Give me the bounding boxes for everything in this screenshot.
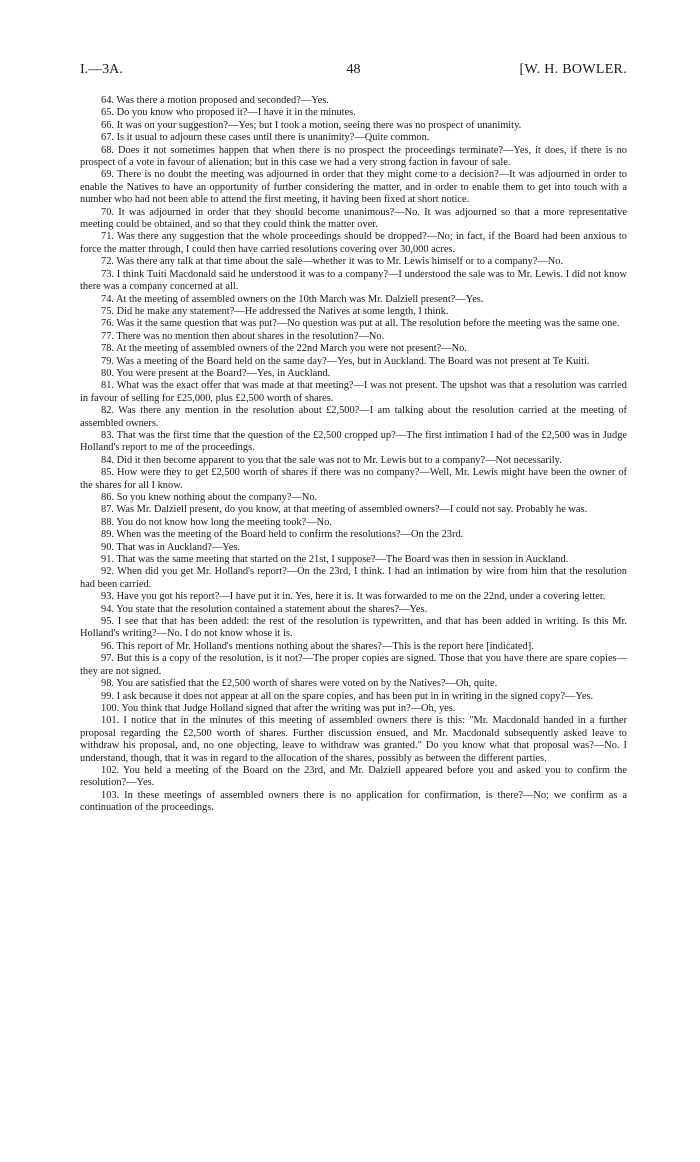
document-reference: I.—3A. bbox=[80, 62, 123, 77]
testimony-paragraph: 73. I think Tuiti Macdonald said he understood it was to a company?—I understood the sale was to Mr. Lewis. I did not know there was a company concerned at all. bbox=[80, 268, 627, 293]
testimony-paragraph: 79. Was a meeting of the Board held on the same day?—Yes, but in Auckland. The Board was not present at Te Kuiti. bbox=[101, 355, 590, 367]
testimony-paragraph: 87. Was Mr. Dalziell present, do you know, at that meeting of assembled owners?—I could not say. Probably he was. bbox=[101, 504, 588, 516]
testimony-paragraph: 102. You held a meeting of the Board on the 23rd, and Mr. Dalziell appeared before you and asked you to confirm the resolution?—Yes. bbox=[80, 764, 627, 789]
testimony-paragraph: 68. Does it not sometimes happen that when there is no prospect the proceedings terminate?—Yes, it does, if there is no prospect of a vote in favour of alienation; but in this case we had a very strong faction in favour of sale. bbox=[80, 144, 627, 169]
testimony-paragraph: 100. You think that Judge Holland signed that after the writing was put in?—Oh, yes. bbox=[101, 702, 456, 714]
testimony-paragraph: 66. It was on your suggestion?—Yes; but I took a motion, seeing there was no prospect of unanimity. bbox=[101, 119, 522, 131]
testimony-paragraph: 86. So you knew nothing about the company?—No. bbox=[101, 492, 318, 503]
testimony-paragraph: 64. Was there a motion proposed and seconded?—Yes. bbox=[101, 95, 329, 106]
testimony-paragraph: 95. I see that that has been added: the rest of the resolution is typewritten, and that has been added in writing. Is this Mr. Holland's writing?—No. I do not know whose it is. bbox=[80, 616, 627, 640]
testimony-body bbox=[80, 95, 627, 815]
testimony-paragraph: 76. Was it the same question that was put?—No question was put at all. The resolution before the meeting was the same one. bbox=[101, 318, 620, 330]
testimony-paragraph: 70. It was adjourned in order that they should become unanimous?—No. It was adjourned so that a more representative meeting could be obtained, and so that they could think the matter over. bbox=[80, 206, 627, 231]
testimony-paragraph: 80. You were present at the Board?—Yes, in Auckland. bbox=[101, 367, 331, 379]
testimony-paragraph: 72. Was there any talk at that time about the sale—whether it was to Mr. Lewis himself or to a company?—No. bbox=[101, 256, 564, 268]
testimony-paragraph: 83. That was the first time that the question of the £2,500 cropped up?—The first intimation I had of the £2,500 was in Judge Holland's report to me of the proceedings. bbox=[80, 429, 627, 454]
testimony-paragraph: 98. You are satisfied that the £2,500 worth of shares were voted on by the Natives?—Oh, quite. bbox=[101, 678, 498, 690]
testimony-paragraph: 94. You state that the resolution contained a statement about the shares?—Yes. bbox=[101, 603, 428, 615]
testimony-paragraph: 77. There was no mention then about shares in the resolution?—No. bbox=[101, 330, 385, 342]
testimony-paragraph: 96. This report of Mr. Holland's mentions nothing about the shares?—This is the report here [indicated]. bbox=[101, 640, 534, 652]
page-number: 48 bbox=[346, 62, 361, 77]
testimony-paragraph: 103. In these meetings of assembled owners there is no application for confirmation, is there?—No; we confirm as a continuation of the proceedings. bbox=[80, 789, 627, 814]
testimony-paragraph: 82. Was there any mention in the resolution about £2,500?—I am talking about the resolution carried at the meeting of assembled owners. bbox=[80, 405, 627, 429]
testimony-paragraph: 74. At the meeting of assembled owners on the 10th March was Mr. Dalziell present?—Yes. bbox=[101, 293, 484, 305]
testimony-paragraph: 71. Was there any suggestion that the whole proceedings should be dropped?—No; in fact, if the Board had been anxious to force the matter through, I could then have carried resolutions covering over 30,000 acres. bbox=[80, 231, 627, 255]
page-header bbox=[80, 62, 627, 82]
witness-name: [W. H. BOWLER. bbox=[519, 62, 627, 77]
testimony-paragraph: 78. At the meeting of assembled owners of the 22nd March you were not present?—No. bbox=[101, 343, 467, 355]
testimony-paragraph: 91. That was the same meeting that started on the 21st, I suppose?—The Board was then in session in Auckland. bbox=[101, 554, 569, 566]
testimony-paragraph: 67. Is it usual to adjourn these cases until there is unanimity?—Quite common. bbox=[101, 132, 430, 144]
testimony-paragraph: 81. What was the exact offer that was made at that meeting?—I was not present. The upshot was that a resolution was carried in favour of selling for £25,000, plus £2,500 worth of shares. bbox=[80, 380, 627, 404]
testimony-paragraph: 88. You do not know how long the meeting took?—No. bbox=[101, 516, 332, 528]
testimony-paragraph: 101. I notice that in the minutes of this meeting of assembled owners there is this: "Mr. Macdonald handed in a further proposal regarding the £2,500 worth of shares. Further discussion ensued, and Mr. Macdonald subsequently asked leave to withdraw his proposal, and, no one objecting, leave to withdraw was granted." Do you know what that proposal was?—No. I understand, though, that it was in regard to the allocation of the shares, possibly as between the different parties. bbox=[80, 715, 627, 764]
testimony-paragraph: 84. Did it then become apparent to you that the sale was not to Mr. Lewis but to a company?—Not necessarily. bbox=[101, 454, 562, 466]
testimony-paragraph: 90. That was in Auckland?—Yes. bbox=[101, 541, 241, 553]
testimony-paragraph: 97. But this is a copy of the resolution, is it not?—The proper copies are signed. Those that you have there are spare copies—they are not signed. bbox=[80, 653, 627, 677]
testimony-paragraph: 93. Have you got his report?—I have put it in. Yes, here it is. It was forwarded to me on the 22nd, under a covering letter. bbox=[101, 591, 606, 603]
testimony-paragraph: 65. Do you know who proposed it?—I have it in the minutes. bbox=[101, 107, 356, 119]
testimony-paragraph: 75. Did he make any statement?—He addressed the Natives at some length, I think. bbox=[101, 305, 449, 317]
testimony-paragraph: 99. I ask because it does not appear at all on the spare copies, and has been put in in writing in the signed copy?—Yes. bbox=[101, 690, 594, 702]
testimony-paragraph: 89. When was the meeting of the Board held to confirm the resolutions?—On the 23rd. bbox=[101, 529, 464, 541]
testimony-paragraph: 92. When did you get Mr. Holland's report?—On the 23rd, I think. I had an intimation by wire from him that the resolution had been carried. bbox=[80, 566, 627, 590]
testimony-paragraph: 85. How were they to get £2,500 worth of shares if there was no company?—Well, Mr. Lewis might have been the owner of the shares for all I know. bbox=[80, 467, 627, 491]
testimony-paragraph: 69. There is no doubt the meeting was adjourned in order that they might come to a decision?—It was adjourned in order to enable the Natives to have an opportunity of further considering the matter, and in order to enable them to get into touch with a number who had not been able to attend the first meeting, it having been fixed at short notice. bbox=[80, 169, 627, 206]
